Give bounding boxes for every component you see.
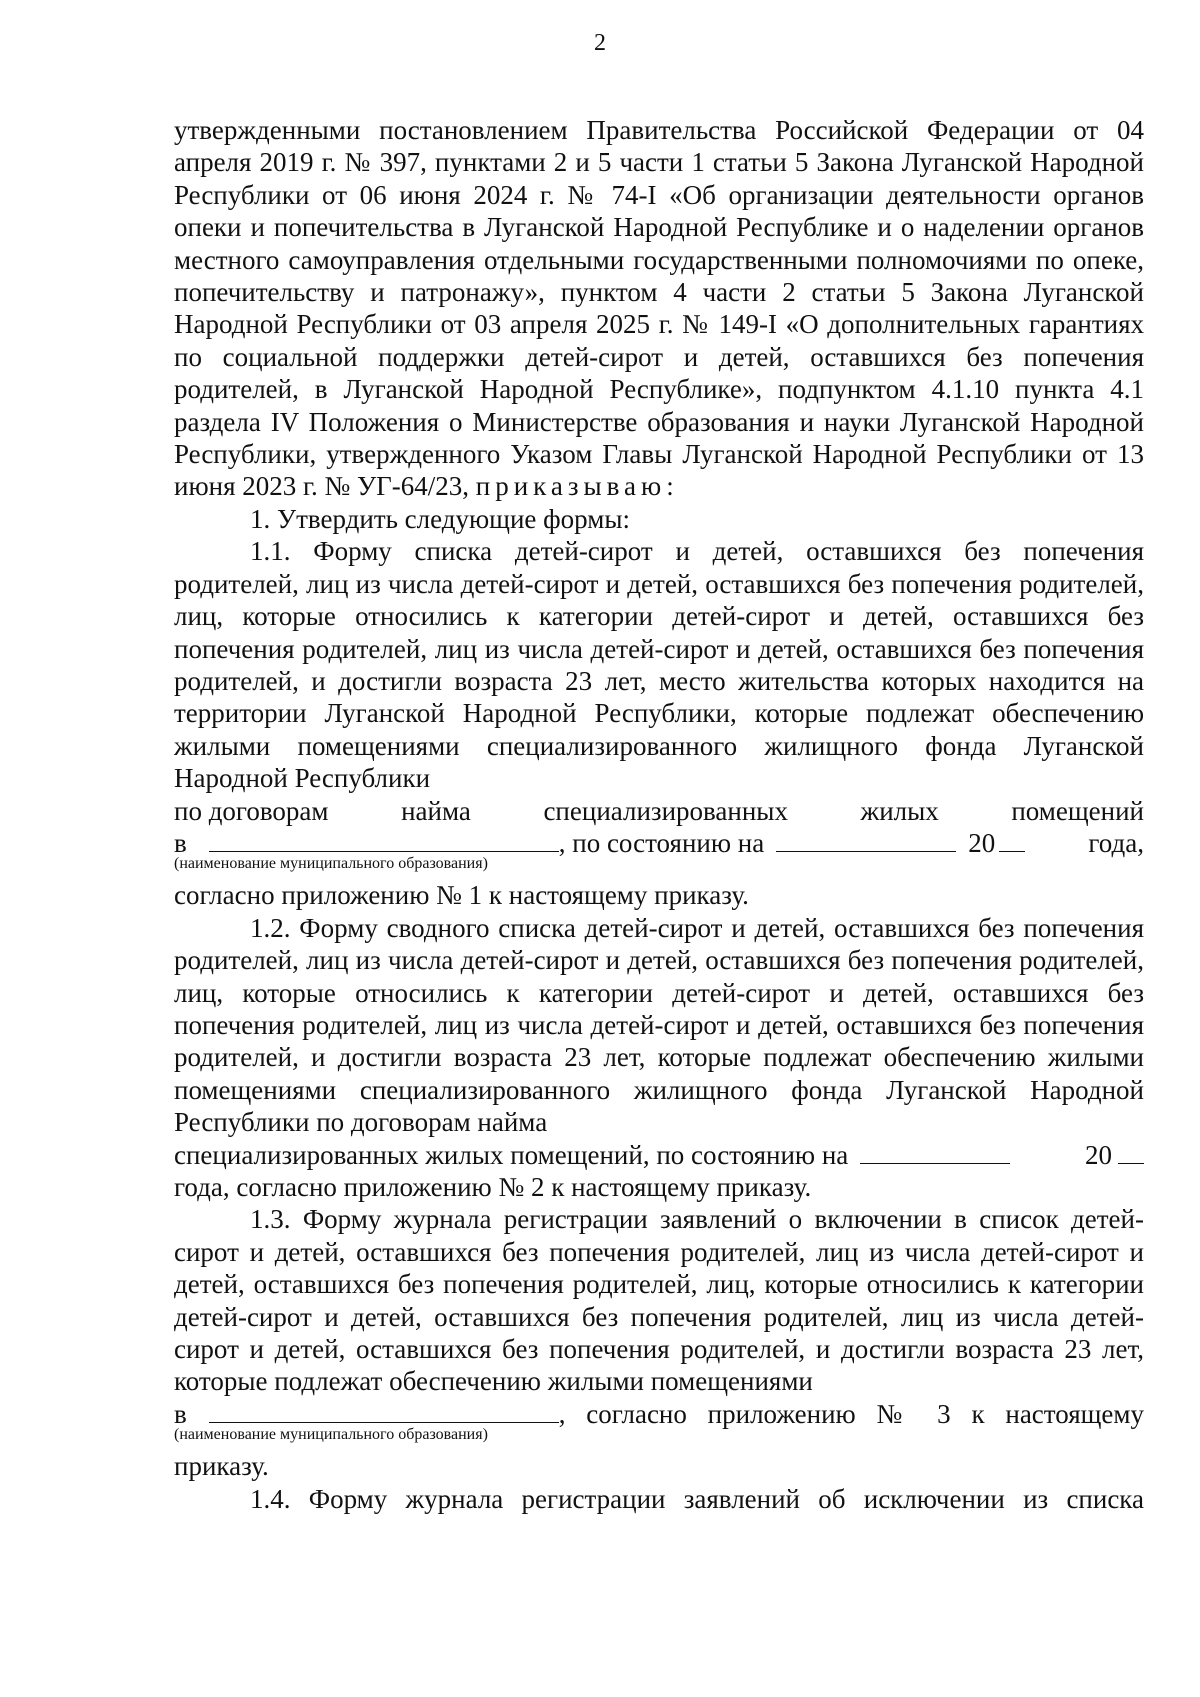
preamble-paragraph [174, 114, 1144, 503]
preamble-text: утвержденными постановлением Правительства Российской Федерации от 04 апреля 2019 г. № 397, пунктами 2 и 5 части 1 статьи 5 Закона Луганской Народной Республики от 06 июня 2024 г. № 74-I «Об организации деятельности органов опеки и попечительства в Луганской Народной Республике и о наделении органов местного самоуправления отдельными государственными полномочиями по опеке, попечительству и патронажу», пунктом 4 части 2 статьи 5 Закона Луганской Народной Республики от 03 апреля 2025 г. № 149-I «О дополнительных гарантиях по социальной поддержки детей-сирот и детей, оставшихся без попечения родителей, в Луганской Народной Республике», подпунктом 4.1.10 пункта 4.1 раздела IV Положения о Министерстве образования и науки Луганской Народной Республики, утвержденного Указом Главы Луганской Народной Республики от 13 июня 2023 г. № УГ-64/23, [174, 115, 1144, 502]
item-1-2-text: 1.2. Форму сводного списка детей-сирот и детей, оставшихся без попечения родителей, лиц из числа детей-сирот и детей, оставшихся без попечения родителей, лиц, которые относились к категории детей-сирот и детей, оставшихся без попечения родителей, лиц из числа детей-сирот и детей, оставшихся без попечения родителей, и достигли возраста 23 лет, которые подлежат обеспечению жилыми помещениями специализированного жилищного фонда Луганской Народной Республики по договорам найма [174, 912, 1144, 1138]
municipality-blank[interactable] [209, 1400, 559, 1423]
item-1-3-text: 1.3. Форму журнала регистрации заявлений о включении в список детей-сирот и детей, оставшихся без попечения родителей, лиц из числа детей-сирот и детей, оставшихся без попечения родителей, лиц, которые относились к категории детей-сирот и детей, оставшихся без попечения родителей, лиц из числа детей-сирот и детей, оставшихся без попечения родителей, и достигли возраста 23 лет, которые подлежат обеспечению жилыми помещениями [174, 1204, 1144, 1397]
page-number: 2 [594, 30, 606, 56]
year-prefix: 20 [968, 827, 996, 858]
item-1: 1. Утвердить следующие формы: [250, 503, 630, 534]
in-word: в [174, 1398, 187, 1429]
item-1-3-tail: приказу. [174, 1451, 269, 1482]
year-word: года, [1088, 827, 1144, 858]
item-1-1-tail: согласно приложению № 1 к настоящему приказу. [174, 880, 749, 911]
row-word: специализированных [543, 795, 788, 826]
item-1-2-fill-row [174, 1139, 1144, 1171]
status-text: специализированных жилых помещений, по состоянию на [174, 1139, 849, 1170]
row-word: найма [401, 795, 471, 826]
item-1-1-text: 1.1. Форму списка детей-сирот и детей, оставшихся без попечения родителей, лиц из числа детей-сирот и детей, оставшихся без попечения родителей, лиц, которые относились к категории детей-сирот и детей, оставшихся без попечения родителей, лиц из числа детей-сирот и детей, оставшихся без попечения родителей, и достигли возраста 23 лет, место жительства которых находится на территории Луганской Народной Республики, которые подлежат обеспечению жилыми помещениями специализированного жилищного фонда Луганской Народной Республики [174, 536, 1144, 794]
date-blank[interactable] [776, 829, 956, 852]
row-word: помещений [1011, 795, 1144, 826]
item-1-4-text: 1.4. Форму журнала регистрации заявлений об исключении из списка [250, 1483, 1144, 1514]
municipality-hint: (наименование муниципального образования) [174, 855, 488, 873]
annex-text: , согласно приложению № 3 к настоящему [558, 1398, 1144, 1429]
status-text: , по состоянию на [558, 827, 765, 858]
item-1-1-contract-row [174, 795, 1144, 827]
year-blank[interactable] [999, 829, 1025, 852]
item-1-2-tail: года, согласно приложению № 2 к настоящему приказу. [174, 1172, 812, 1202]
order-word: приказываю: [475, 471, 679, 502]
municipality-blank[interactable] [209, 829, 559, 852]
document-body [174, 114, 1144, 1515]
row-word: жилых [860, 795, 939, 826]
year-blank[interactable] [1118, 1141, 1144, 1164]
municipality-hint: (наименование муниципального образования) [174, 1426, 488, 1444]
year-prefix: 20 [1085, 1139, 1112, 1170]
row-word: по договорам [174, 795, 329, 826]
date-blank[interactable] [860, 1141, 1010, 1164]
in-word: в [174, 827, 187, 858]
